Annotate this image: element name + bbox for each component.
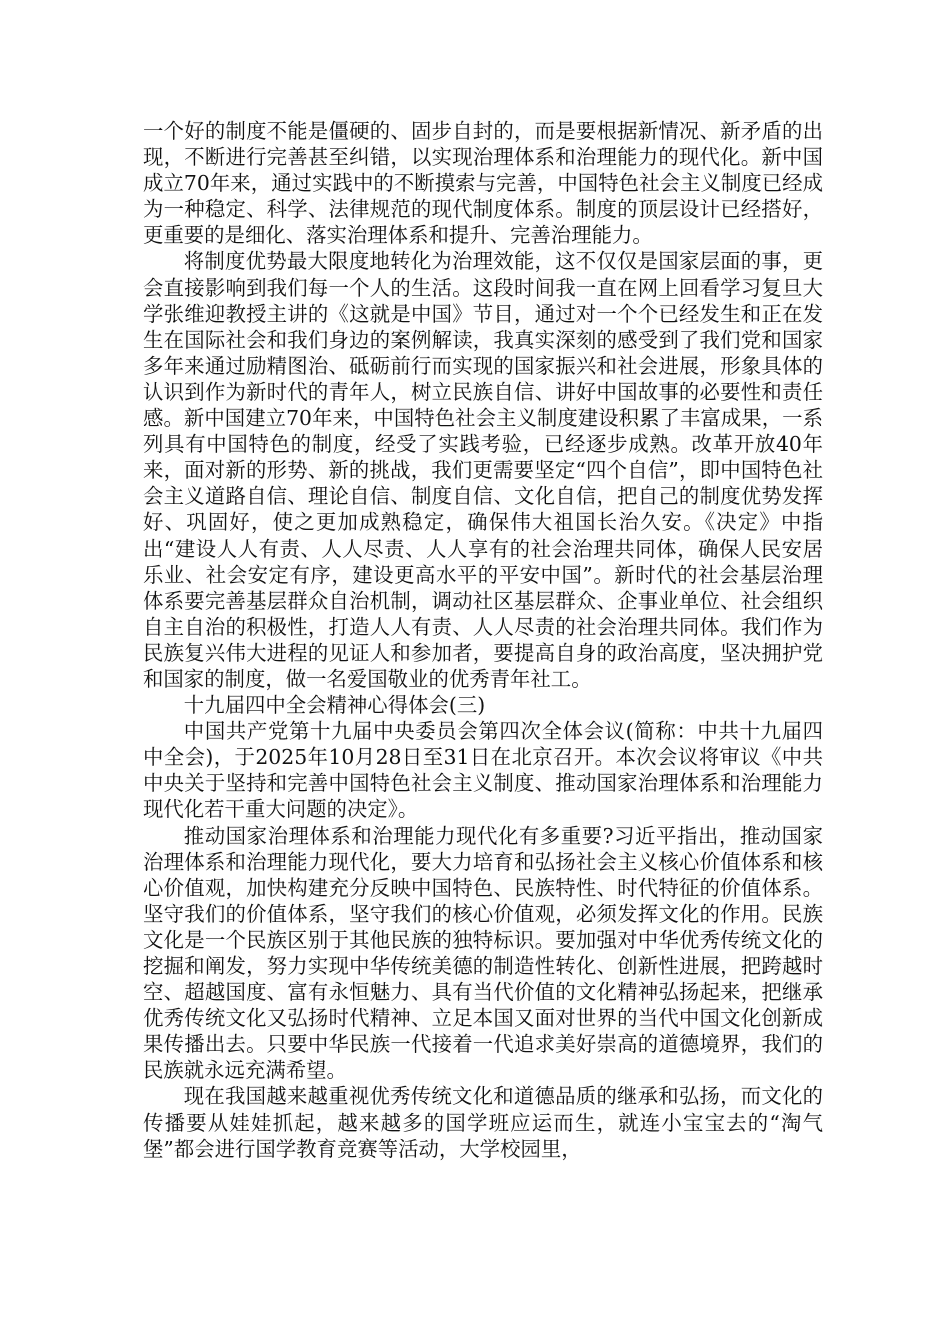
section-heading: 十九届四中全会精神心得体会(三) bbox=[183, 693, 486, 718]
document-page bbox=[143, 118, 823, 1162]
paragraph-4: 推动国家治理体系和治理能力现代化有多重要?习近平指出，推动国家治理体系和治理能力现代化，要大力培育和弘扬社会主义核心价值体系和核心价值观，加快构建充分反映中国特色、民族特性、时代特征的价值体系。坚守我们的价值体系，坚守我们的核心价值观，必须发挥文化的作用。民族文化是一个民族区别于其他民族的独特标识。要加强对中华优秀传统文化的挖掘和阐发，努力实现中华传统美德的制造性转化、创新性进展，把跨越时空、超越国度、富有永恒魅力、具有当代价值的文化精神弘扬起来，把继承优秀传统文化又弘扬时代精神、立足本国又面对世界的当代中国文化创新成果传播出去。只要中华民族一代接着一代追求美好崇高的道德境界，我们的民族就永远充满希望。 bbox=[143, 823, 823, 1083]
paragraph-2: 将制度优势最大限度地转化为治理效能，这不仅仅是国家层面的事，更会直接影响到我们每一个人的生活。这段时间我一直在网上回看学习复旦大学张维迎教授主讲的《这就是中国》节目，通过对一个个已经发生和正在发生在国际社会和我们身边的案例解读，我真实深刻的感受到了我们党和国家多年来通过励精图治、砥砺前行而实现的国家振兴和社会进展，形象具体的认识到作为新时代的青年人，树立民族自信、讲好中国故事的必要性和责任感。新中国建立70年来，中国特色社会主义制度建设积累了丰富成果，一系列具有中国特色的制度，经受了实践考验，已经逐步成熟。改革开放40年来，面对新的形势、新的挑战，我们更需要坚定“四个自信”，即中国特色社会主义道路自信、理论自信、制度自信、文化自信，把自己的制度优势发挥好、巩固好，使之更加成熟稳定，确保伟大祖国长治久安。《决定》中指出“建设人人有责、人人尽责、人人享有的社会治理共同体，确保人民安居乐业、社会安定有序，建设更高水平的平安中国”。新时代的社会基层治理体系要完善基层群众自治机制，调动社区基层群众、企事业单位、社会组织自主自治的积极性，打造人人有责、人人尽责的社会治理共同体。我们作为民族复兴伟大进程的见证人和参加者，要提高自身的政治高度，坚决拥护党和国家的制度，做一名爱国敬业的优秀青年社工。 bbox=[143, 249, 823, 691]
paragraph-3: 中国共产党第十九届中央委员会第四次全体会议(简称：中共十九届四中全会)，于2025年10月28日至31日在北京召开。本次会议将审议《中共中央关于坚持和完善中国特色社会主义制度、推动国家治理体系和治理能力现代化若干重大问题的决定》。 bbox=[143, 719, 823, 822]
paragraph-5: 现在我国越来越重视优秀传统文化和道德品质的继承和弘扬，而文化的传播要从娃娃抓起，越来越多的国学班应运而生，就连小宝宝去的“淘气堡”都会进行国学教育竞赛等活动，大学校园里， bbox=[143, 1084, 823, 1161]
paragraph-1: 一个好的制度不能是僵硬的、固步自封的，而是要根据新情况、新矛盾的出现，不断进行完善甚至纠错，以实现治理体系和治理能力的现代化。新中国成立70年来，通过实践中的不断摸索与完善，中国特色社会主义制度已经成为一种稳定、科学、法律规范的现代制度体系。制度的顶层设计已经搭好，更重要的是细化、落实治理体系和提升、完善治理能力。 bbox=[143, 119, 823, 248]
